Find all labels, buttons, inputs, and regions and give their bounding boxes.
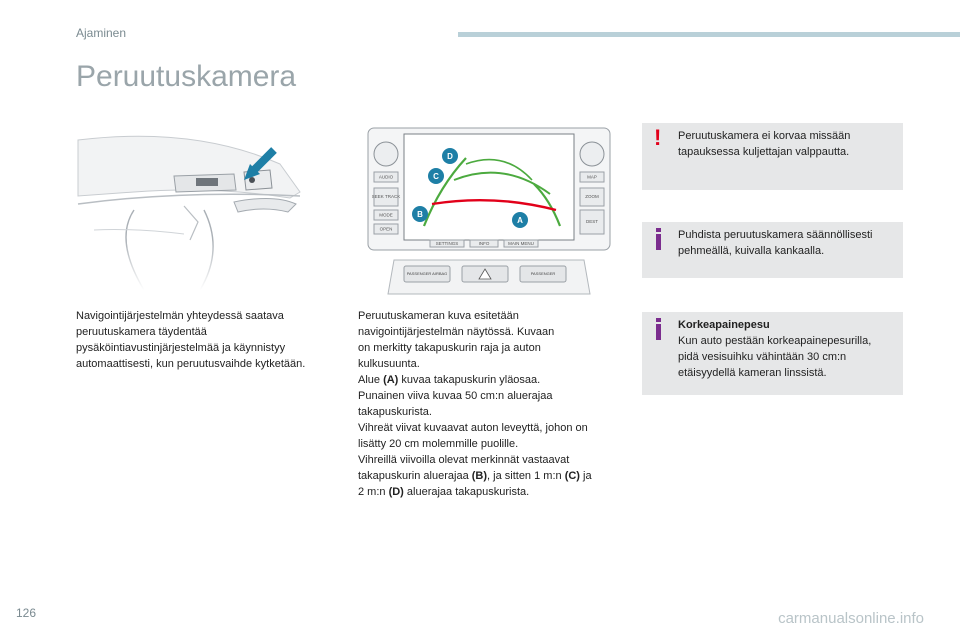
- note-line: Peruutuskamera ei korvaa missään: [678, 130, 851, 142]
- watermark: carmanualsonline.info: [778, 610, 924, 627]
- desc-line: Vihreillä viivoilla olevat merkinnät vastaavat: [358, 454, 570, 466]
- page-title: Peruutuskamera: [76, 60, 297, 93]
- desc-line: kulkusuunta.: [358, 358, 420, 370]
- text-run: aluerajaa takapuskurista.: [403, 486, 530, 498]
- desc-line-bc: [358, 468, 628, 484]
- note-line: tapauksessa kuljettajan valppautta.: [678, 146, 850, 158]
- note-line: Puhdista peruutuskamera säännöllisesti: [678, 229, 873, 241]
- text-run: 2 m:n: [358, 486, 389, 498]
- tailgate-camera-illustration: [74, 130, 310, 290]
- btn-dest-label: DEST: [585, 219, 599, 224]
- desc-line: lisätty 20 cm molemmille puolille.: [358, 438, 519, 450]
- tailgate-drawing: [74, 130, 310, 290]
- section-label: Ajaminen: [76, 26, 127, 40]
- text-run: , ja sitten 1 m:n: [487, 470, 565, 482]
- callout-d-label: D: [447, 152, 453, 161]
- desc-line: Punainen viiva kuvaa 50 cm:n aluerajaa: [358, 390, 553, 402]
- note-line: Kun auto pestään korkeapainepesurilla,: [678, 335, 872, 347]
- description-paragraph: [358, 308, 628, 500]
- desc-line: on merkitty takapuskurin raja ja auton: [358, 342, 541, 354]
- desc-line: takapuskurista.: [358, 406, 432, 418]
- btn-map-label: MAP: [587, 174, 597, 180]
- desc-line-a: [358, 372, 628, 388]
- desc-line: Peruutuskameran kuva esitetään: [358, 310, 519, 322]
- info-note-cleaning: [642, 222, 903, 278]
- callout-c-label: C: [433, 172, 439, 181]
- intro-paragraph: Navigointijärjestelmän yhteydessä saatava peruutuskamera täydentää pysäköintiavustinjärjestelmää ja käynnistyy automaattisesti, kun peruutusvaihde kytketään.: [76, 310, 306, 370]
- callout-b-label: B: [417, 210, 423, 219]
- desc-line-d: [358, 484, 628, 500]
- btn-info-label: INFO: [478, 241, 490, 246]
- btn-seek-label: SEEK TRACK: [371, 194, 401, 199]
- text-run: Alue: [358, 374, 384, 386]
- page-number: 126: [16, 606, 37, 620]
- desc-line: navigointijärjestelmän näytössä. Kuvaan: [358, 326, 555, 338]
- warning-icon: !: [654, 125, 662, 150]
- note-line: pidä vesisuihku vähintään 30 cm:n: [678, 351, 847, 363]
- note-heading: Korkeapainepesu: [678, 319, 770, 331]
- console-passenger-label: PASSENGER: [530, 271, 556, 276]
- header-rule: [458, 32, 960, 37]
- screen-drawing: [354, 126, 624, 296]
- text-run: takapuskurin aluerajaa: [358, 470, 472, 482]
- ref-d: (D): [388, 486, 404, 498]
- info-note-pressure-wash: [642, 312, 903, 395]
- ref-a: (A): [383, 374, 399, 386]
- desc-line: Vihreät viivat kuvaavat auton leveyttä, johon on: [358, 422, 588, 434]
- btn-audio-label: AUDIO: [378, 174, 394, 180]
- ref-c: (C): [564, 470, 580, 482]
- text-run: ja: [579, 470, 592, 482]
- btn-zoom-label: ZOOM: [585, 194, 599, 199]
- ref-b: (B): [471, 470, 488, 482]
- warning-note: [642, 123, 903, 190]
- btn-settings-label: SETTINGS: [435, 241, 459, 246]
- callout-a-label: A: [517, 216, 523, 225]
- btn-open-label: OPEN: [379, 226, 393, 232]
- btn-mode-label: MODE: [379, 212, 393, 218]
- btn-mainmenu-label: MAIN MENU: [508, 241, 534, 246]
- text-run: kuvaa takapuskurin yläosaa.: [398, 374, 541, 386]
- console-airbag-label: PASSENGER AIRBAG: [406, 271, 448, 276]
- note-line: pehmeällä, kuivalla kankaalla.: [678, 245, 825, 257]
- note-line: etäisyydellä kameran linssistä.: [678, 367, 827, 379]
- navigation-screen-illustration: [354, 126, 624, 296]
